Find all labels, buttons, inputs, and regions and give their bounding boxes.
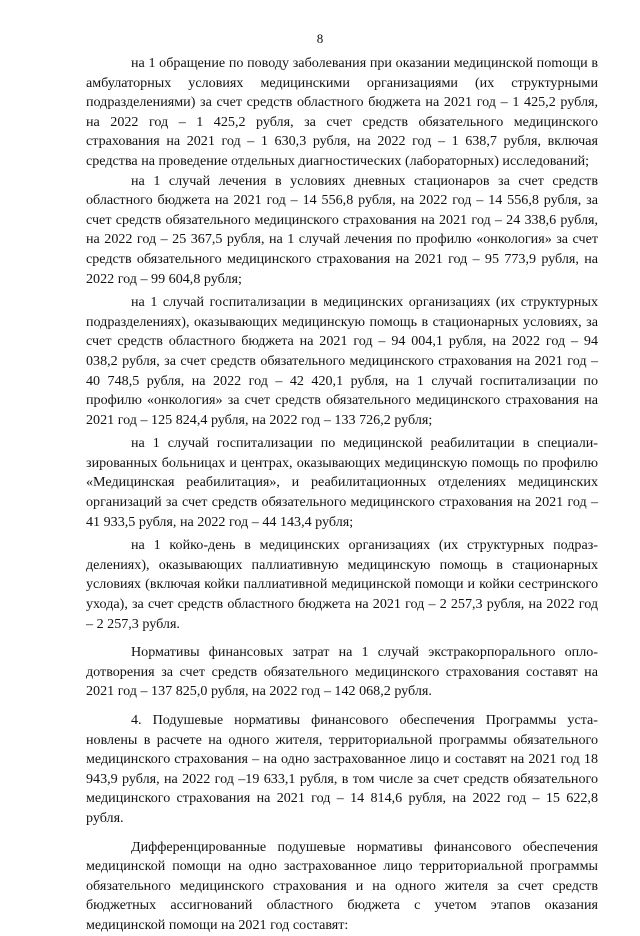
paragraph-ivf-norms: Нормативы финансовых затрат на 1 случай экстракорпорального оплодотворения за счет средств обязательного медицинского страхования составят на 2021 год – 137 825,0 рубля, на 2022 год – 142 068,2 рубля. xyxy=(86,644,598,700)
paragraph-hospitalization: на 1 случай госпитализации в медицинских организациях (их структурных подразделениях), оказывающих медицинскую помощь в стационарных условиях, за счет средств областного бюджета на 2021 год – 94 004,1 рубля, на 2022 год – 94 038,2 рубля, за счет средств обязательного медицинского страхования на 2021 год – 40 748,5 рубля, на 2022 год – 42 420,1 рубля, на 1 случай госпитализации по профилю «онкология» за счет средств обязательного медицинского страхования на 2021 год – 125 824,4 рубля, на 2022 год – 133 726,2 рубля; xyxy=(86,294,598,428)
paragraph-per-capita-norms: 4. Подушевые нормативы финансового обеспечения Программы установлены в расчете на одного жителя, территориальной программы обязательного медицинского страхования – на одно застрахованное лицо и составят на 2021 год 18 943,9 рубля, на 2022 год –19 633,1 рубля, в том числе за счет средств обязательного медицинского страхования на 2021 год – 14 814,6 рубля, на 2022 год – 15 622,8 рубля. xyxy=(86,712,598,826)
paragraph-rehabilitation: на 1 случай госпитализации по медицинской реабилитации в специализированных больницах и центрах, оказывающих медицинскую помощь по профилю «Медицинская реабилитация», и реабилитационных отделениях медицинских организаций за счет средств обязательного медицинского страхования на 2021 год – 41 933,5 рубля, на 2022 год – 44 143,4 рубля; xyxy=(86,435,598,530)
paragraph-day-hospital: на 1 случай лечения в условиях дневных стационаров за счет средств областного бюджета на 2021 год – 14 556,8 рубля, на 2022 год – 14 556,8 рубля, за счет средств обязательного медицинского страхования на 2021 год – 24 338,6 рубля, на 2022 год – 25 367,5 рубля, на 1 случай лечения по профилю «онкология» за счет средств обязательного медицинского страхования на 2021 год – 95 773,9 рубля, на 2022 год – 99 604,8 рубля; xyxy=(86,172,598,287)
paragraph-outpatient-visit: на 1 обращение по поводу заболевания при оказании медицинской поmощи в амбулаторных условиях медицинскими организациями (их структурными подразделениями) за счет средств областного бюджета на 2021 год – 1 425,2 рубля, на 2022 год – 1 425,2 рубля, за счет средств обязательного медицинского страхования на 2021 год – 1 630,3 рубля, на 2022 год – 1 638,7 рубля, включая средства на проведение отдельных диагностических (лабораторных) исследований; xyxy=(86,55,598,169)
document-body xyxy=(86,54,598,936)
paragraph-differentiated-norms: Дифференцированные подушевые нормативы финансового обеспечения медицинской помощи на одно застрахованное лицо территориальной программы обязательного медицинского страхования и на одного жителя за счет средств бюджетных ассигнований областного бюджета с учетом этапов оказания медицинской помощи на 2021 год составят: xyxy=(86,838,598,933)
paragraph-palliative-bed-day: на 1 койко-день в медицинских организациях (их структурных подразделениях), оказывающих паллиативную медицинскую помощь в стационарных условиях (включая койки паллиативной медицинской помощи и койки сестринского ухода), за счет средств областного бюджета на 2021 год – 2 257,3 рубля, на 2022 год – 2 257,3 рубля. xyxy=(86,537,598,632)
page-number: 8 xyxy=(316,31,324,46)
